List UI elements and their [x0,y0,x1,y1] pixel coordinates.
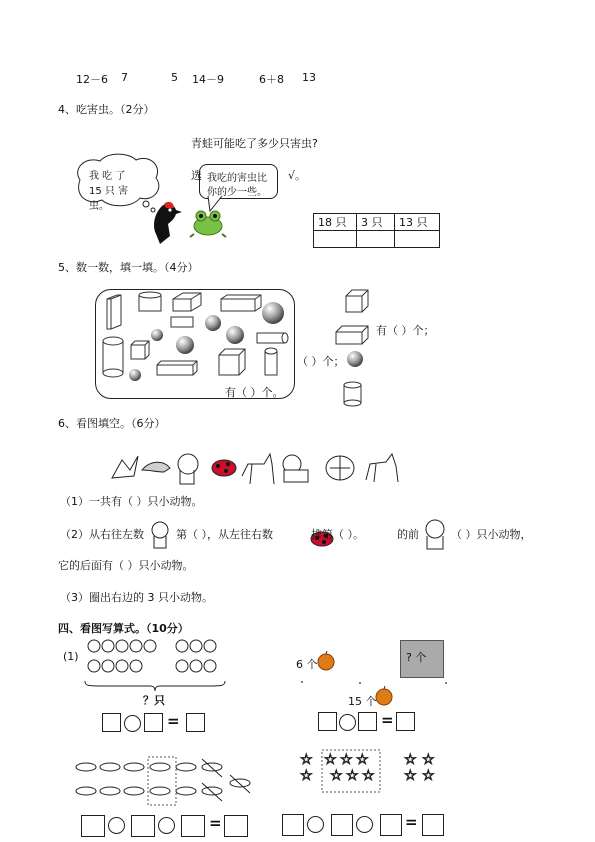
legend-cylinder-icon [343,381,363,407]
partial-text-right: √。 [288,169,307,182]
expr-14-9: 14－9 [192,73,224,86]
svg-text:☆: ☆ [346,768,359,784]
svg-text:☆: ☆ [340,752,353,768]
bird-bubble-line3: 虫。 [89,201,109,212]
q6-line2c: 排第（ ）。 [311,528,364,541]
cylinders-group [74,755,254,805]
eq3-equals: = [209,814,222,832]
eq3-box-4[interactable] [224,815,248,837]
eq1-box-2[interactable] [144,713,163,732]
eq2-operator-1[interactable] [339,714,356,731]
brace-icon [84,680,226,692]
eq4-box-4[interactable] [422,814,444,836]
eq3-box-2[interactable] [131,815,155,837]
eq4-operator-1[interactable] [307,816,324,833]
svg-text:☆: ☆ [404,752,417,768]
elephant-inline-icon [148,520,172,550]
eq3-operator-1[interactable] [108,817,125,834]
legend-cube-icon [344,288,370,314]
q4-heading: 4、吃害虫。（2分） [58,103,155,116]
dogs-group [84,636,224,680]
q6-heading: 6、看图填空。（6分） [58,417,166,430]
eq3-operator-2[interactable] [158,817,175,834]
bird-bubble-line2: 15 只 害 [89,186,129,197]
frog-bubble-line1: 我吃的害虫比 [207,173,267,184]
q6-line2d: 的前 [397,528,419,541]
section4-heading: 四、看图写算式。（10分） [58,622,189,635]
eq4-box-1[interactable] [282,814,304,836]
expr-6+8: 6＋8 [259,73,284,86]
brace-label: ？只 [143,694,165,707]
option-3: 3 只 [357,214,395,231]
answer-cell-3[interactable] [395,231,440,248]
eq2-box-2[interactable] [358,712,377,731]
apples-top-label: 6 个 [296,658,318,671]
stars-group [298,748,448,796]
expr-5: 5 [171,71,178,84]
answer-cell-1[interactable] [314,231,357,248]
dot-marks [300,680,450,686]
svg-text:☆: ☆ [404,768,417,784]
eq1-operator-1[interactable] [124,715,141,732]
apples-bottom-label: 15 个 [348,695,377,708]
legend-sphere-icon [346,350,366,370]
eq1-box-1[interactable] [102,713,121,732]
q6-line2e: （ ）只小动物， [451,528,532,541]
svg-text:☆: ☆ [362,768,375,784]
svg-text:☆: ☆ [324,752,337,768]
answer-cell-2[interactable] [357,231,395,248]
q5-text-cube: 有（ ）个； [376,324,435,337]
q5-text-bottom: 有（ ）个。 [225,386,284,399]
eq1-equals: = [167,712,180,730]
bird-bubble-line1: 我 吃 了 [89,171,126,182]
eq4-equals: = [405,813,418,831]
expr-12-6: 12－6 [76,73,108,86]
eq4-operator-2[interactable] [356,816,373,833]
svg-text:☆: ☆ [356,752,369,768]
svg-text:☆: ☆ [422,768,435,784]
svg-text:☆: ☆ [300,768,313,784]
section4-label1: (1) [63,650,79,663]
eq1-box-3[interactable] [186,713,205,732]
eq4-box-2[interactable] [331,814,353,836]
svg-text:☆: ☆ [300,752,313,768]
q6-line2b: 第（ ），从左往右数 [176,528,273,541]
q6-line2f: 它的后面有（ ）只小动物。 [58,559,194,572]
eq3-box-1[interactable] [81,815,105,837]
apple-icon-top [316,652,336,670]
woodpecker-icon [148,200,182,244]
expr-7: 7 [121,71,128,84]
q5-text-sphere: （ ）个； [297,355,345,368]
apple-icon-bottom [374,687,394,705]
eq2-box-1[interactable] [318,712,337,731]
elephant-inline-icon-2 [421,518,449,552]
unknown-box-label: ? 个 [406,651,427,664]
animals-row [108,448,404,488]
q6-line1: （1）一共有（ ）只小动物。 [60,495,203,508]
expr-13: 13 [302,71,316,84]
eq4-box-3[interactable] [380,814,402,836]
partial-text-left: 选 [191,169,202,182]
q4-question: 青蛙可能吃了多少只害虫? [191,137,318,150]
svg-text:☆: ☆ [330,768,343,784]
shapes-illustration [95,289,295,399]
q4-options-table [313,213,440,248]
eq3-box-3[interactable] [181,815,205,837]
frog-bubble-line2: 你的少一些。 [207,187,267,198]
option-13: 13 只 [395,214,440,231]
legend-cuboid-icon [334,324,370,346]
q6-line2a: （2）从右往左数 [60,528,144,541]
q5-heading: 5、数一数，填一填。（4分） [58,261,199,274]
frog-icon [190,208,226,238]
svg-text:☆: ☆ [422,752,435,768]
eq2-equals: = [381,711,394,729]
option-18: 18 只 [314,214,357,231]
eq2-box-3[interactable] [396,712,415,731]
q6-line3: （3）圈出右边的 3 只小动物。 [60,591,213,604]
